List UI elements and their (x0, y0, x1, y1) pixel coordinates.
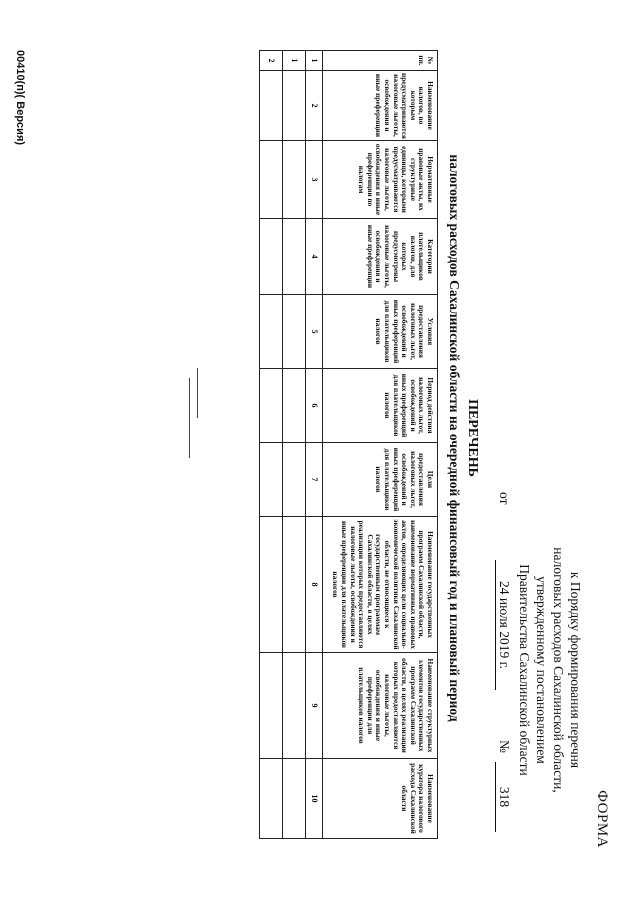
column-number: 3 (306, 141, 323, 219)
column-number: 8 (306, 517, 323, 653)
column-header: Наименование куратора налогового расхода Сахалинской области (323, 759, 438, 839)
table-cell (260, 517, 283, 653)
column-number: 1 (306, 51, 323, 71)
column-number: 9 (306, 653, 323, 759)
table-cell (283, 71, 306, 141)
table-cell (283, 443, 306, 517)
table-cell (260, 141, 283, 219)
column-number: 7 (306, 443, 323, 517)
signature-line (189, 378, 190, 458)
number-sign: № (497, 740, 512, 753)
table-header-row (323, 51, 438, 839)
document-subtitle: налоговых расходов Сахалинской области на очередной финансовый год и плановый период (447, 154, 462, 722)
approval-date: 24 июля 2019 г. (495, 560, 512, 690)
document-page (0, 8, 618, 868)
row-number: 2 (260, 51, 283, 71)
order-reference (516, 490, 584, 850)
column-header: Условия предоставления налоговых льгот, освобождений и иных преференций для плательщиков налогов (323, 295, 438, 369)
document-title: ПЕРЕЧЕНЬ (465, 399, 480, 477)
column-header: Цели предоставления налоговых льгот, освобождений и иных преференций для плательщиков налогов (323, 443, 438, 517)
order-line: к Порядку формирования перечня (568, 571, 583, 769)
version-code: 00410(п)( Версия) (14, 50, 26, 146)
column-header: Период действия налоговых льгот, освобождений и иных преференций для плательщиков налогов (323, 369, 438, 443)
column-header: Наименование структурных элементов государственных программ Сахалинской области, в целях реализации которых предоставляются налоговые льготы, освобождения и иные преференции для плательщиков налогов (323, 653, 438, 759)
table-cell (260, 295, 283, 369)
signature-line (197, 368, 198, 418)
table-cell (283, 369, 306, 443)
table-cell (260, 653, 283, 759)
order-line: Правительства Сахалинской области (517, 564, 532, 776)
table-cell (283, 759, 306, 839)
table-row (260, 51, 283, 839)
column-header: Категории плательщиков налогов, для которых предусмотрены налоговые льготы, освобождения и иные преференции (323, 219, 438, 295)
column-number: 6 (306, 369, 323, 443)
form-title: ФОРМА (594, 790, 610, 848)
date-prefix: от (497, 492, 512, 505)
row-number: 1 (283, 51, 306, 71)
column-number-row (306, 51, 323, 839)
column-number: 4 (306, 219, 323, 295)
table-cell (283, 295, 306, 369)
table-cell (283, 141, 306, 219)
column-header: Нормативные правовые акты, их структурные единицы, которыми предусматриваются налоговые льготы, освобождения и иные преференции по налогам (323, 141, 438, 219)
table-cell (283, 219, 306, 295)
table-cell (260, 219, 283, 295)
order-line: утвержденному постановлением (534, 576, 549, 764)
tax-expenditures-table (259, 50, 438, 839)
column-header: Наименование государственных программ Сахалинской области, наименование нормативных правовых актов, определяющих цели социально-экономической политики Сахалинской области, не относящиеся к государственным программам Сахалинской области, в целях реализации которых предоставляются налоговые льготы, освобождения и иные преференции для плательщиков налогов (323, 517, 438, 653)
column-number: 5 (306, 295, 323, 369)
table-cell (260, 443, 283, 517)
column-number: 10 (306, 759, 323, 839)
table-cell (260, 759, 283, 839)
table-cell (283, 653, 306, 759)
resolution-number: 318 (495, 762, 512, 832)
order-line: налоговых расходов Сахалинской области, (551, 547, 566, 793)
column-number: 2 (306, 71, 323, 141)
column-header: № пп. (323, 51, 438, 71)
table-cell (260, 71, 283, 141)
table-cell (283, 517, 306, 653)
column-header: Наименование налогов, по которым предусматриваются налоговые льготы, освобождения и иные преференции (323, 71, 438, 141)
table-row (283, 51, 306, 839)
table-cell (260, 369, 283, 443)
